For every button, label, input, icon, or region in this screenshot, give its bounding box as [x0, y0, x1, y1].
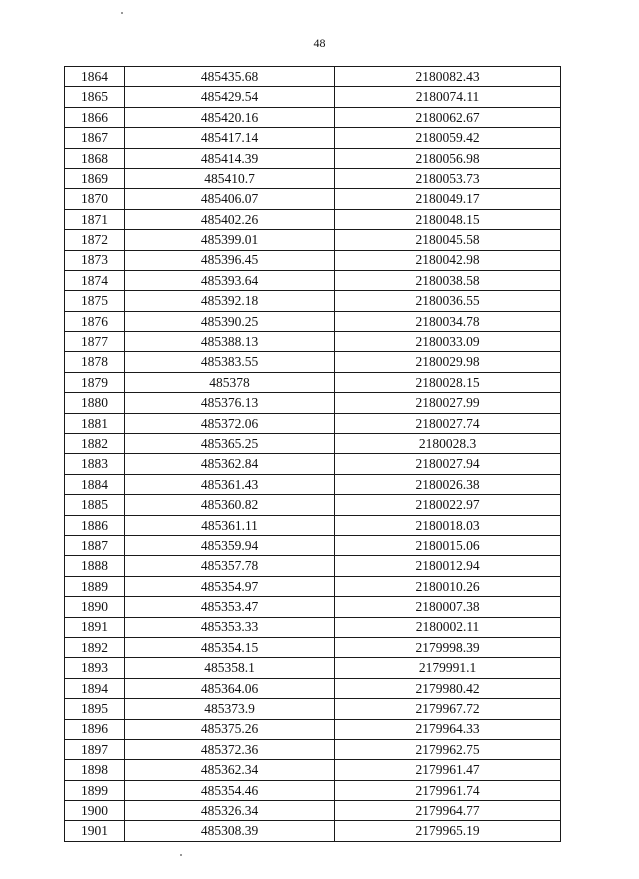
- scan-speck: [180, 854, 182, 856]
- table-row: [65, 230, 561, 250]
- x-coordinate-cell: 485396.45: [125, 250, 335, 270]
- table-row: [65, 270, 561, 290]
- y-coordinate-cell: 2180056.98: [335, 148, 561, 168]
- x-coordinate-cell: 485358.1: [125, 658, 335, 678]
- table-row: [65, 434, 561, 454]
- table-row: [65, 678, 561, 698]
- table-row: [65, 597, 561, 617]
- y-coordinate-cell: 2180018.03: [335, 515, 561, 535]
- table-row: [65, 87, 561, 107]
- table-row: [65, 352, 561, 372]
- y-coordinate-cell: 2179962.75: [335, 739, 561, 759]
- y-coordinate-cell: 2180082.43: [335, 67, 561, 87]
- point-number-cell: 1894: [65, 678, 125, 698]
- x-coordinate-cell: 485360.82: [125, 495, 335, 515]
- x-coordinate-cell: 485373.9: [125, 699, 335, 719]
- x-coordinate-cell: 485365.25: [125, 434, 335, 454]
- point-number-cell: 1866: [65, 107, 125, 127]
- y-coordinate-cell: 2180015.06: [335, 535, 561, 555]
- y-coordinate-cell: 2179964.77: [335, 801, 561, 821]
- point-number-cell: 1864: [65, 67, 125, 87]
- y-coordinate-cell: 2179998.39: [335, 637, 561, 657]
- x-coordinate-cell: 485429.54: [125, 87, 335, 107]
- x-coordinate-cell: 485410.7: [125, 168, 335, 188]
- y-coordinate-cell: 2179965.19: [335, 821, 561, 841]
- table-row: [65, 148, 561, 168]
- x-coordinate-cell: 485326.34: [125, 801, 335, 821]
- x-coordinate-cell: 485399.01: [125, 230, 335, 250]
- x-coordinate-cell: 485402.26: [125, 209, 335, 229]
- x-coordinate-cell: 485361.43: [125, 474, 335, 494]
- table-row: [65, 617, 561, 637]
- y-coordinate-cell: 2179961.74: [335, 780, 561, 800]
- point-number-cell: 1872: [65, 230, 125, 250]
- table-row: [65, 780, 561, 800]
- point-number-cell: 1885: [65, 495, 125, 515]
- y-coordinate-cell: 2179964.33: [335, 719, 561, 739]
- x-coordinate-cell: 485414.39: [125, 148, 335, 168]
- y-coordinate-cell: 2180048.15: [335, 209, 561, 229]
- table-row: [65, 189, 561, 209]
- point-number-cell: 1882: [65, 434, 125, 454]
- y-coordinate-cell: 2180074.11: [335, 87, 561, 107]
- x-coordinate-cell: 485435.68: [125, 67, 335, 87]
- y-coordinate-cell: 2180062.67: [335, 107, 561, 127]
- point-number-cell: 1895: [65, 699, 125, 719]
- point-number-cell: 1883: [65, 454, 125, 474]
- x-coordinate-cell: 485378: [125, 372, 335, 392]
- table-row: [65, 209, 561, 229]
- point-number-cell: 1876: [65, 311, 125, 331]
- x-coordinate-cell: 485406.07: [125, 189, 335, 209]
- point-number-cell: 1890: [65, 597, 125, 617]
- table-row: [65, 474, 561, 494]
- table-row: [65, 67, 561, 87]
- point-number-cell: 1879: [65, 372, 125, 392]
- y-coordinate-cell: 2180027.94: [335, 454, 561, 474]
- point-number-cell: 1877: [65, 332, 125, 352]
- x-coordinate-cell: 485383.55: [125, 352, 335, 372]
- y-coordinate-cell: 2180059.42: [335, 128, 561, 148]
- point-number-cell: 1865: [65, 87, 125, 107]
- x-coordinate-cell: 485375.26: [125, 719, 335, 739]
- x-coordinate-cell: 485417.14: [125, 128, 335, 148]
- point-number-cell: 1875: [65, 291, 125, 311]
- y-coordinate-cell: 2180007.38: [335, 597, 561, 617]
- point-number-cell: 1878: [65, 352, 125, 372]
- table-row: [65, 168, 561, 188]
- point-number-cell: 1884: [65, 474, 125, 494]
- point-number-cell: 1874: [65, 270, 125, 290]
- x-coordinate-cell: 485372.36: [125, 739, 335, 759]
- table-row: [65, 107, 561, 127]
- x-coordinate-cell: 485376.13: [125, 393, 335, 413]
- y-coordinate-cell: 2179961.47: [335, 760, 561, 780]
- x-coordinate-cell: 485357.78: [125, 556, 335, 576]
- scan-speck: [121, 12, 123, 14]
- y-coordinate-cell: 2180012.94: [335, 556, 561, 576]
- table-row: [65, 413, 561, 433]
- y-coordinate-cell: 2180002.11: [335, 617, 561, 637]
- y-coordinate-cell: 2180026.38: [335, 474, 561, 494]
- point-number-cell: 1892: [65, 637, 125, 657]
- y-coordinate-cell: 2180022.97: [335, 495, 561, 515]
- table-row: [65, 372, 561, 392]
- x-coordinate-cell: 485354.46: [125, 780, 335, 800]
- table-row: [65, 311, 561, 331]
- point-number-cell: 1881: [65, 413, 125, 433]
- point-number-cell: 1901: [65, 821, 125, 841]
- x-coordinate-cell: 485372.06: [125, 413, 335, 433]
- y-coordinate-cell: 2180010.26: [335, 576, 561, 596]
- table-row: [65, 637, 561, 657]
- y-coordinate-cell: 2180028.15: [335, 372, 561, 392]
- table-row: [65, 454, 561, 474]
- table-row: [65, 576, 561, 596]
- table-row: [65, 332, 561, 352]
- x-coordinate-cell: 485353.33: [125, 617, 335, 637]
- x-coordinate-cell: 485364.06: [125, 678, 335, 698]
- point-number-cell: 1897: [65, 739, 125, 759]
- coordinates-table: [64, 66, 561, 842]
- x-coordinate-cell: 485354.15: [125, 637, 335, 657]
- table-row: [65, 821, 561, 841]
- point-number-cell: 1873: [65, 250, 125, 270]
- y-coordinate-cell: 2180028.3: [335, 434, 561, 454]
- point-number-cell: 1899: [65, 780, 125, 800]
- table-row: [65, 739, 561, 759]
- page-number: 48: [313, 36, 326, 50]
- point-number-cell: 1880: [65, 393, 125, 413]
- y-coordinate-cell: 2180042.98: [335, 250, 561, 270]
- table-row: [65, 535, 561, 555]
- x-coordinate-cell: 485392.18: [125, 291, 335, 311]
- y-coordinate-cell: 2180027.74: [335, 413, 561, 433]
- point-number-cell: 1893: [65, 658, 125, 678]
- table-row: [65, 495, 561, 515]
- y-coordinate-cell: 2180033.09: [335, 332, 561, 352]
- y-coordinate-cell: 2180027.99: [335, 393, 561, 413]
- coordinates-table-body: [65, 67, 561, 842]
- x-coordinate-cell: 485359.94: [125, 535, 335, 555]
- point-number-cell: 1887: [65, 535, 125, 555]
- point-number-cell: 1889: [65, 576, 125, 596]
- y-coordinate-cell: 2180045.58: [335, 230, 561, 250]
- table-row: [65, 699, 561, 719]
- point-number-cell: 1869: [65, 168, 125, 188]
- table-row: [65, 250, 561, 270]
- x-coordinate-cell: 485308.39: [125, 821, 335, 841]
- point-number-cell: 1868: [65, 148, 125, 168]
- table-row: [65, 556, 561, 576]
- y-coordinate-cell: 2180053.73: [335, 168, 561, 188]
- x-coordinate-cell: 485362.34: [125, 760, 335, 780]
- point-number-cell: 1900: [65, 801, 125, 821]
- point-number-cell: 1898: [65, 760, 125, 780]
- table-row: [65, 719, 561, 739]
- table-row: [65, 128, 561, 148]
- x-coordinate-cell: 485353.47: [125, 597, 335, 617]
- y-coordinate-cell: 2180038.58: [335, 270, 561, 290]
- table-row: [65, 291, 561, 311]
- y-coordinate-cell: 2180049.17: [335, 189, 561, 209]
- table-row: [65, 760, 561, 780]
- point-number-cell: 1886: [65, 515, 125, 535]
- table-row: [65, 658, 561, 678]
- point-number-cell: 1896: [65, 719, 125, 739]
- x-coordinate-cell: 485420.16: [125, 107, 335, 127]
- point-number-cell: 1888: [65, 556, 125, 576]
- table-row: [65, 515, 561, 535]
- table-row: [65, 801, 561, 821]
- x-coordinate-cell: 485393.64: [125, 270, 335, 290]
- y-coordinate-cell: 2179980.42: [335, 678, 561, 698]
- x-coordinate-cell: 485354.97: [125, 576, 335, 596]
- point-number-cell: 1870: [65, 189, 125, 209]
- y-coordinate-cell: 2180036.55: [335, 291, 561, 311]
- y-coordinate-cell: 2179967.72: [335, 699, 561, 719]
- y-coordinate-cell: 2180029.98: [335, 352, 561, 372]
- y-coordinate-cell: 2180034.78: [335, 311, 561, 331]
- table-row: [65, 393, 561, 413]
- point-number-cell: 1891: [65, 617, 125, 637]
- x-coordinate-cell: 485390.25: [125, 311, 335, 331]
- x-coordinate-cell: 485361.11: [125, 515, 335, 535]
- x-coordinate-cell: 485362.84: [125, 454, 335, 474]
- x-coordinate-cell: 485388.13: [125, 332, 335, 352]
- point-number-cell: 1871: [65, 209, 125, 229]
- y-coordinate-cell: 2179991.1: [335, 658, 561, 678]
- point-number-cell: 1867: [65, 128, 125, 148]
